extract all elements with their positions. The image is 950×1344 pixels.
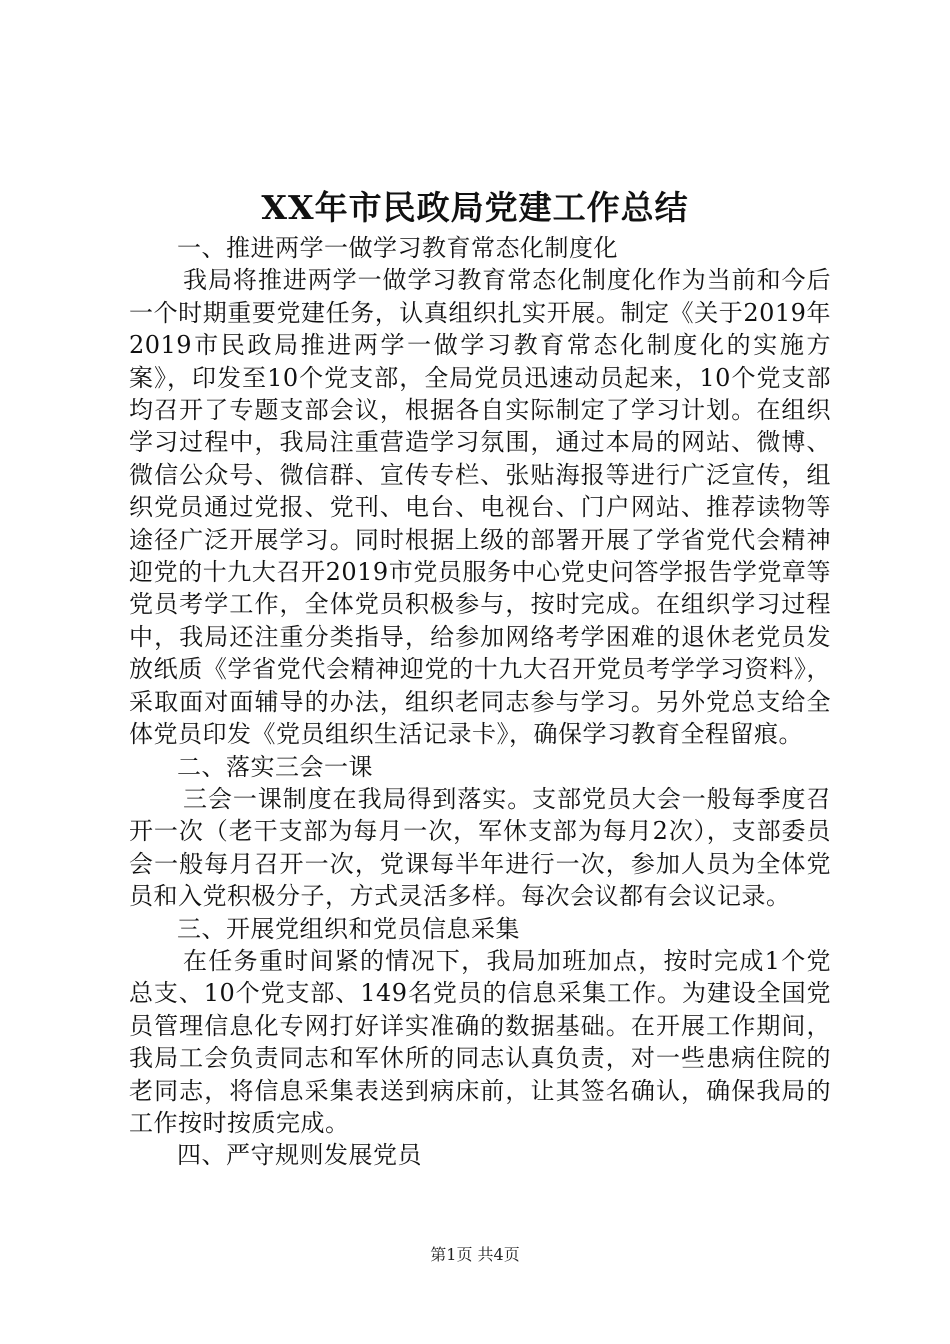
section-paragraph-3: 在任务重时间紧的情况下，我局加班加点，按时完成1个党总支、10个党支部、149名党员的信息采集工作。为建设全国党员管理信息化专网打好详实准确的数据基础。在开展工作期间，我局工会负责同志和军休所的同志认真负责，对一些患病住院的老同志，将信息采集表送到病床前，让其签名确认，确保我局的工作按时按质完成。 xyxy=(129,946,831,1137)
section-paragraph-1: 我局将推进两学一做学习教育常态化制度化作为当前和今后一个时期重要党建任务，认真组织扎实开展。制定《关于2019年2019市民政局推进两学一做学习教育常态化制度化的实施方案》，印发至10个党支部，全局党员迅速动员起来，10个党支部均召开了专题支部会议，根据各自实际制定了学习计划。在组织学习过程中，我局注重营造学习氛围，通过本局的网站、微博、微信公众号、微信群、宣传专栏、张贴海报等进行广泛宣传，组织党员通过党报、党刊、电台、电视台、门户网站、推荐读物等途径广泛开展学习。同时根据上级的部署开展了学省党代会精神迎党的十九大召开2019市党员服务中心党史问答学报告学党章等党员考学工作，全体党员积极参与，按时完成。在组织学习过程中，我局还注重分类指导，给参加网络考学困难的退休老党员发放纸质《学省党代会精神迎党的十九大召开党员考学学习资料》，采取面对面辅导的办法，组织老同志参与学习。另外党总支给全体党员印发《党员组织生活记录卡》，确保学习教育全程留痕。 xyxy=(129,266,831,749)
section-heading-1: 一、推进两学一做学习教育常态化制度化 xyxy=(177,234,618,262)
section-heading-3: 三、开展党组织和党员信息采集 xyxy=(177,914,520,943)
section-heading-2: 二、落实三会一课 xyxy=(177,752,373,781)
document-title: XX年市民政局党建工作总结 xyxy=(261,188,689,227)
section-paragraph-2: 三会一课制度在我局得到落实。支部党员大会一般每季度召开一次（老干支部为每月一次，军休支部为每月2次），支部委员会一般每月召开一次，党课每半年进行一次，参加人员为全体党员和入党积极分子，方式灵活多样。每次会议都有会议记录。 xyxy=(129,784,831,911)
document-body xyxy=(129,232,831,1172)
section-heading-4: 四、严守规则发展党员 xyxy=(177,1141,422,1170)
page-footer: 第1页 共4页 xyxy=(430,1245,520,1264)
